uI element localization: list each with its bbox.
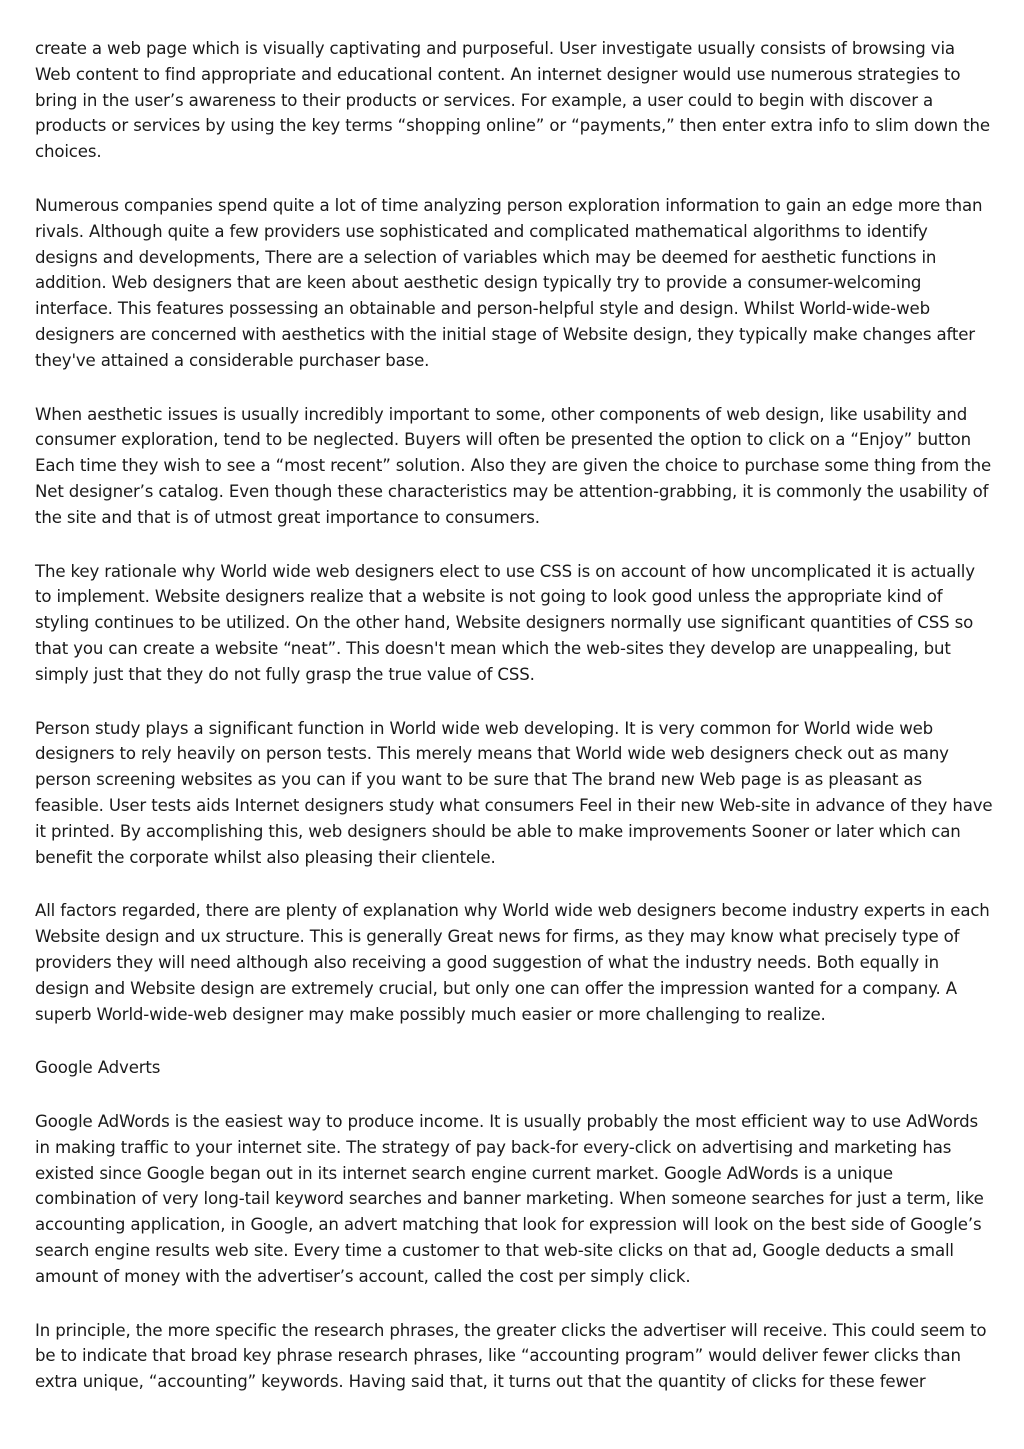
paragraph: Google AdWords is the easiest way to produce income. It is usually probably the most efficient way to use AdWords in making traffic to your internet site. The strategy of pay back-for every-click on advertising and marketing has existed since Google began out in its internet search engine current market. Google AdWords is a unique combination of very long-tail keyword searches and banner marketing. When someone searches for just a term, like accounting application, in Google, an advert matching that look for expression will look on the best side of Google’s search engine results web site. Every time a customer to that web-site clicks on that ad, Google deducts a small amount of money with the advertiser’s account, called the cost per simply click. (35, 1112, 984, 1286)
document-body (35, 36, 995, 1423)
paragraph: Person study plays a significant function in World wide web developing. It is very common for World wide web designers to rely heavily on person tests. This merely means that World wide web designers check out as many person screening websites as you can if you want to be sure that The brand new Web page is as pleasant as feasible. User tests aids Internet designers study what consumers Feel in their new Web-site in advance of they have it printed. By accomplishing this, web designers should be able to make improvements Sooner or later which can benefit the corporate whilst also pleasing their clientele. (35, 718, 993, 867)
section-heading: Google Adverts (35, 1058, 161, 1078)
paragraph: Numerous companies spend quite a lot of time analyzing person exploration information to gain an edge more than rivals. Although quite a few providers use sophisticated and complicated mathematical algorithms to identify designs and developments, There are a selection of variables which may be deemed for aesthetic functions in addition. Web designers that are keen about aesthetic design typically try to provide a consumer-welcoming interface. This features possessing an obtainable and person-helpful style and design. Whilst World-wide-web designers are concerned with aesthetics with the initial stage of Website design, they typically make changes after they've attained a considerable purchaser base. (35, 195, 983, 370)
paragraph: The key rationale why World wide web designers elect to use CSS is on account of how uncomplicated it is actually to implement. Website designers realize that a website is not going to look good unless the appropriate kind of styling continues to be utilized. On the other hand, Website designers normally use significant quantities of CSS so that you can create a website “neat”. This doesn't mean which the web-sites they develop are unappealing, but simply just that they do not fully grasp the true value of CSS. (35, 561, 975, 684)
paragraph: All factors regarded, there are plenty of explanation why World wide web designers become industry experts in each Website design and ux structure. This is generally Great news for firms, as they may know what precisely type of providers they will need although also receiving a good suggestion of what the industry needs. Both equally in design and Website design are extremely crucial, but only one can offer the impression wanted for a company. A superb World-wide-web designer may make possibly much easier or more challenging to realize. (35, 901, 990, 1024)
paragraph: In principle, the more specific the research phrases, the greater clicks the advertiser will receive. This could seem to be to indicate that broad key phrase research phrases, like “accounting program” would deliver fewer clicks than extra unique, “accounting” keywords. Having said that, it turns out that the quantity of clicks for these fewer (35, 1320, 987, 1392)
paragraph: When aesthetic issues is usually incredibly important to some, other components of web design, like usability and consumer exploration, tend to be neglected. Buyers will often be presented the option to click on a “Enjoy” button Each time they wish to see a “most recent” solution. Also they are given the choice to purchase some thing from the Net designer’s catalog. Even though these characteristics may be attention-grabbing, it is commonly the usability of the site and that is of utmost great importance to consumers. (35, 404, 992, 527)
paragraph: create a web page which is visually captivating and purposeful. User investigate usually consists of browsing via Web content to find appropriate and educational content. An internet designer would use numerous strategies to bring in the user’s awareness to their products or services. For example, a user could to begin with discover a products or services by using the key terms “shopping online” or “payments,” then enter extra info to slim down the choices. (35, 39, 990, 162)
